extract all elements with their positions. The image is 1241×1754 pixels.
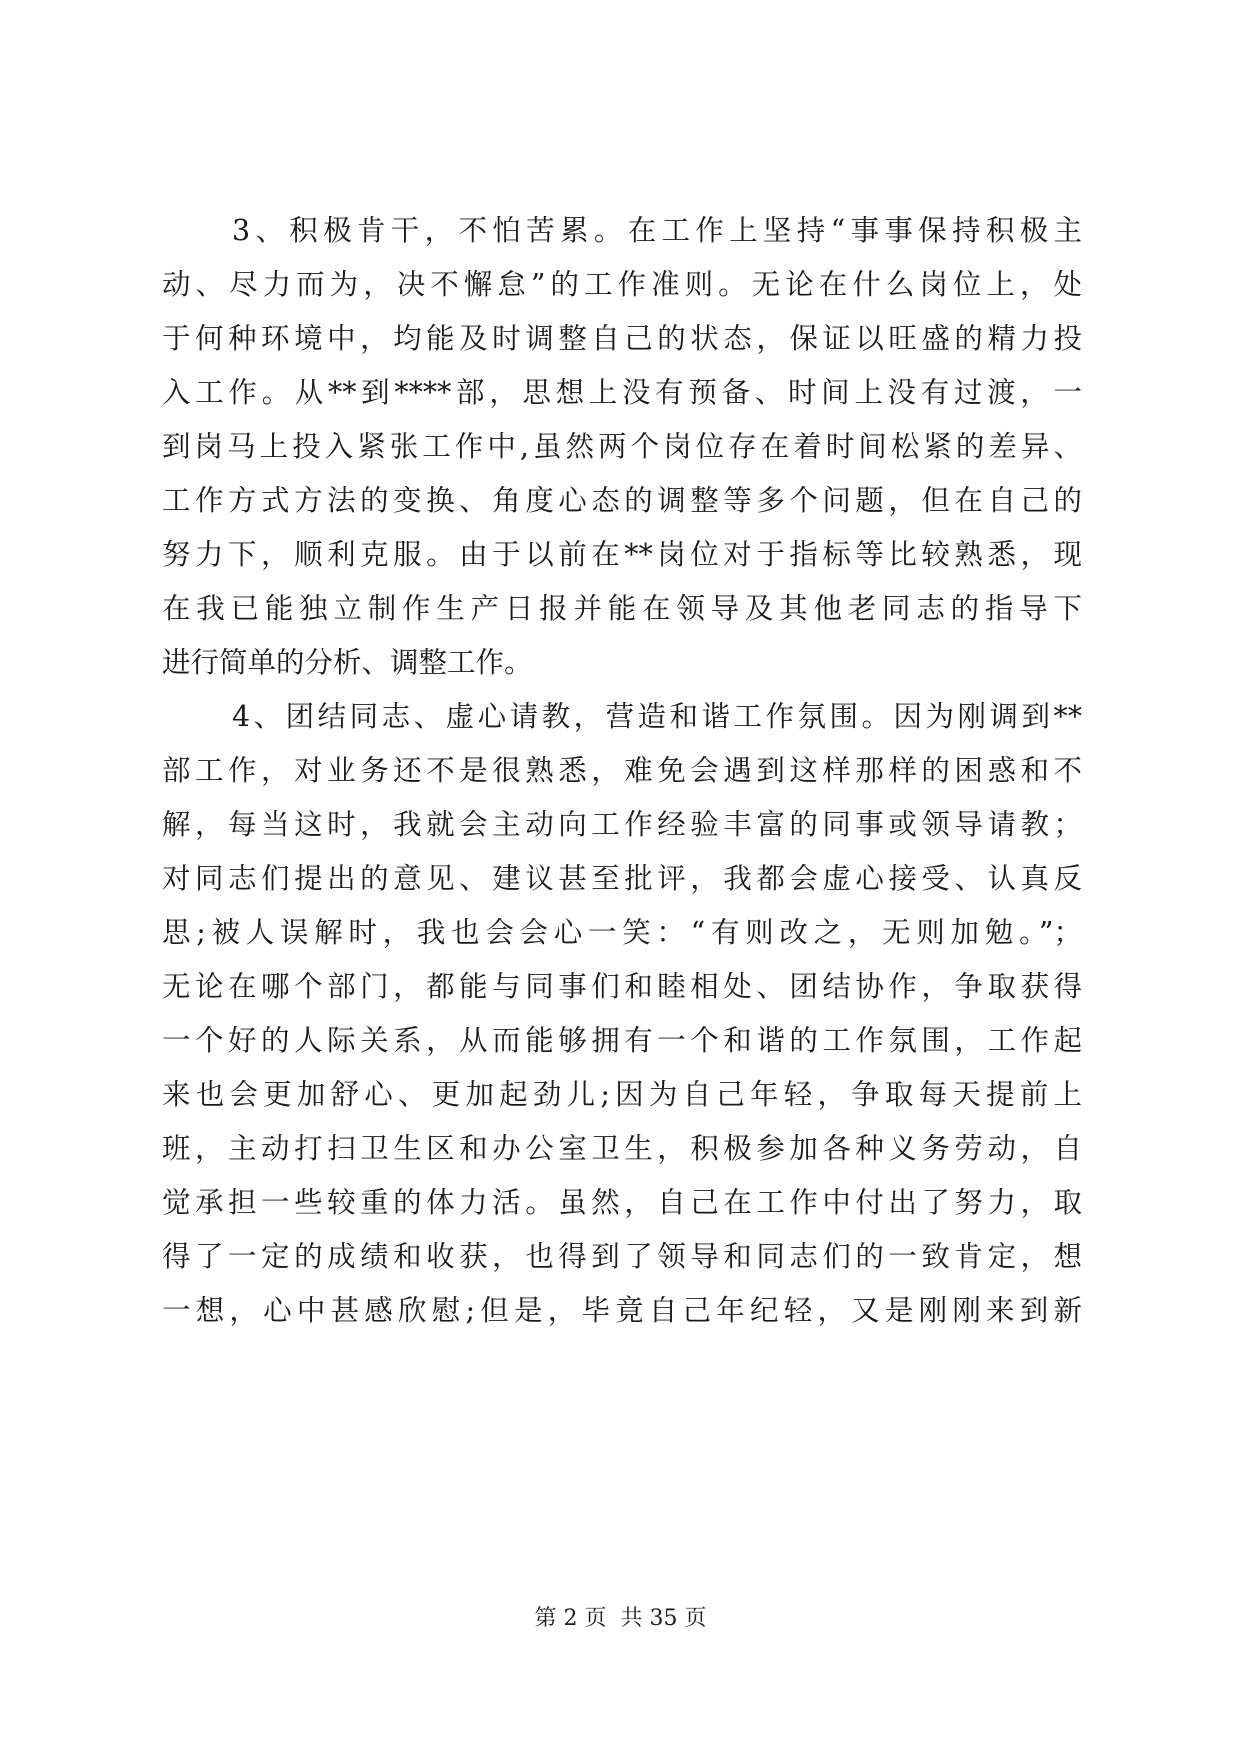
paragraph-2-line-1: 4、团结同志、虚心请教，营造和谐工作氛围。因为刚调到** (232, 700, 1082, 733)
paragraph-1-line-3: 于何种环境中，均能及时调整自己的状态，保证以旺盛的精力投 (162, 322, 1082, 355)
paragraph-2-line-3: 解，每当这时，我就会主动向工作经验丰富的同事或领导请教； (162, 808, 1082, 841)
paragraph-1-line-6: 工作方式方法的变换、角度心态的调整等多个问题，但在自己的 (162, 484, 1082, 517)
paragraph-2-line-9: 班，主动打扫卫生区和办公室卫生，积极参加各种义务劳动，自 (162, 1132, 1082, 1165)
paragraph-1-line-4: 入工作。从**到****部，思想上没有预备、时间上没有过渡，一 (162, 376, 1082, 409)
paragraph-2-line-11: 得了一定的成绩和收获，也得到了领导和同志们的一致肯定，想 (162, 1240, 1082, 1273)
paragraph-2-line-8: 来也会更加舒心、更加起劲儿;因为自己年轻，争取每天提前上 (162, 1078, 1082, 1111)
paragraph-1-line-8: 在我已能独立制作生产日报并能在领导及其他老同志的指导下 (162, 592, 1082, 625)
paragraph-2-line-4: 对同志们提出的意见、建议甚至批评，我都会虚心接受、认真反 (162, 862, 1082, 895)
paragraph-1-line-1: 3、积极肯干，不怕苦累。在工作上坚持“事事保持积极主 (232, 214, 1082, 247)
paragraph-2-line-12: 一想，心中甚感欣慰;但是，毕竟自己年纪轻，又是刚刚来到新 (162, 1294, 1082, 1327)
paragraph-2-line-7: 一个好的人际关系，从而能够拥有一个和谐的工作氛围，工作起 (162, 1024, 1082, 1057)
paragraph-1-line-9: 进行简单的分析、调整工作。 (162, 646, 533, 679)
page-number-footer: 第 2 页 共 35 页 (534, 1606, 707, 1631)
paragraph-1-line-5: 到岗马上投入紧张工作中,虽然两个岗位存在着时间松紧的差异、 (162, 430, 1082, 463)
paragraph-2-line-6: 无论在哪个部门，都能与同事们和睦相处、团结协作，争取获得 (162, 970, 1082, 1003)
paragraph-2-line-2: 部工作，对业务还不是很熟悉，难免会遇到这样那样的困惑和不 (162, 754, 1082, 787)
paragraph-1-line-7: 努力下，顺利克服。由于以前在**岗位对于指标等比较熟悉，现 (162, 538, 1082, 571)
paragraph-2-line-10: 觉承担一些较重的体力活。虽然，自己在工作中付出了努力，取 (162, 1186, 1082, 1219)
paragraph-2-line-5: 思;被人误解时，我也会会心一笑：“有则改之，无则加勉。”； (162, 916, 1082, 949)
paragraph-1-line-2: 动、尽力而为，决不懈怠”的工作准则。无论在什么岗位上，处 (162, 268, 1082, 301)
